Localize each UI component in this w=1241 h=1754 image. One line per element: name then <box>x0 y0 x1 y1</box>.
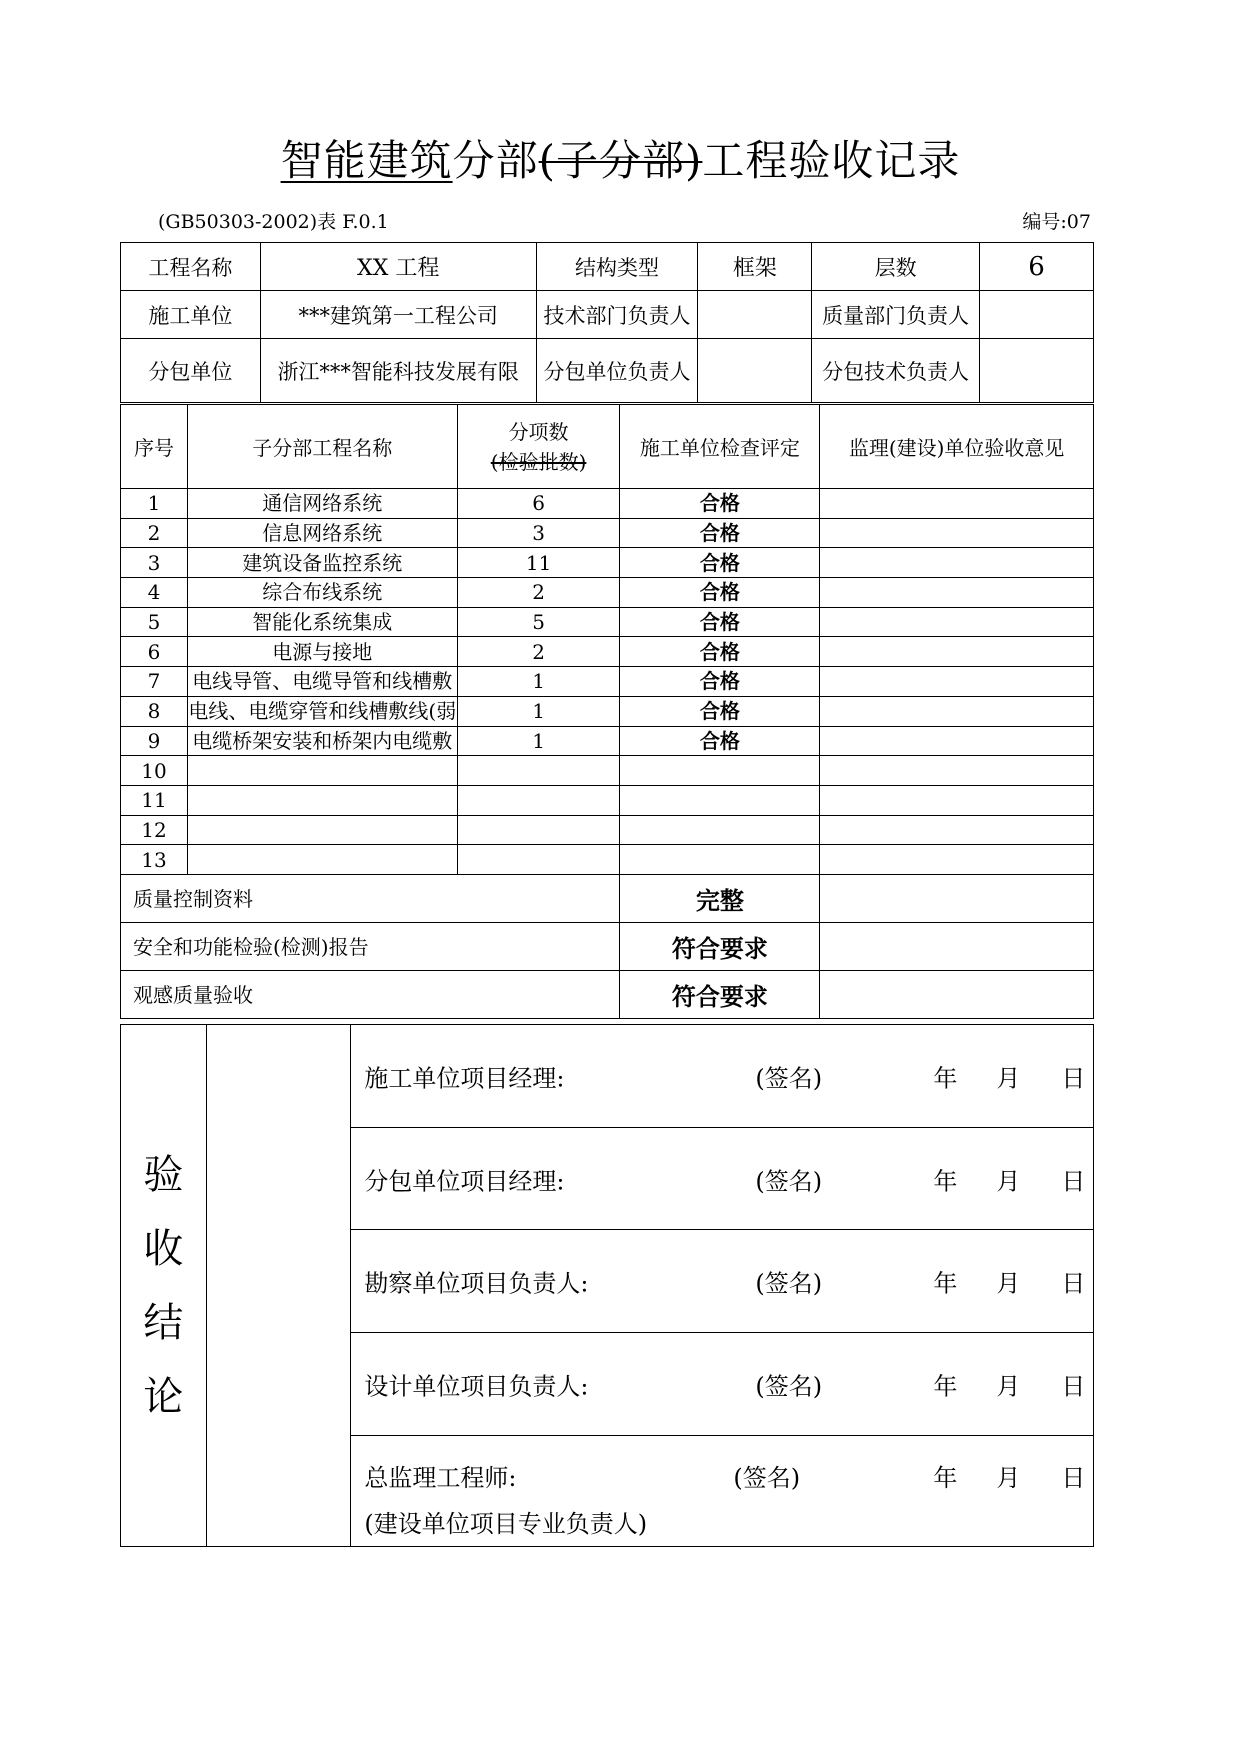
subcontractor-label: 分包单位 <box>121 339 261 403</box>
item-opinion <box>820 637 1094 667</box>
table-row <box>121 667 1094 697</box>
item-name: 电线、电缆穿管和线槽敷线(弱 <box>187 696 457 726</box>
summary-opinion <box>820 874 1094 922</box>
signature-row <box>351 1128 1094 1230</box>
title-part: 分部 <box>452 136 539 185</box>
summary-row <box>121 922 1094 970</box>
conclusion-char: 结 <box>143 1299 184 1346</box>
standard-reference: (GB50303-2002)表 F.0.1 <box>158 211 389 233</box>
table-row <box>121 637 1094 667</box>
table-row <box>121 489 1094 519</box>
item-no: 1 <box>121 489 188 519</box>
item-name: 电线导管、电缆导管和线槽敷 <box>187 667 457 697</box>
item-name: 综合布线系统 <box>187 578 457 608</box>
item-count: 1 <box>457 667 620 697</box>
item-result: 合格 <box>620 548 820 578</box>
floors-label: 层数 <box>812 243 980 291</box>
summary-opinion <box>820 922 1094 970</box>
item-opinion <box>820 696 1094 726</box>
item-count: 11 <box>457 548 620 578</box>
page-title <box>0 128 1241 188</box>
conclusion-char: 收 <box>143 1225 184 1272</box>
summary-label: 观感质量验收 <box>121 970 620 1018</box>
summary-opinion <box>820 970 1094 1018</box>
floors-value: 6 <box>980 243 1094 291</box>
item-count: 1 <box>457 726 620 756</box>
month-label: 月 <box>996 1167 1021 1195</box>
header-count <box>457 405 620 489</box>
item-no: 4 <box>121 578 188 608</box>
item-result <box>620 845 820 875</box>
item-opinion <box>820 845 1094 875</box>
item-count: 6 <box>457 489 620 519</box>
conclusion-char: 验 <box>143 1151 184 1198</box>
summary-row <box>121 874 1094 922</box>
item-count <box>457 785 620 815</box>
signature-row <box>351 1025 1094 1128</box>
year-label: 年 <box>933 1269 958 1298</box>
item-name: 通信网络系统 <box>187 489 457 519</box>
item-no: 10 <box>121 756 188 786</box>
day-label: 日 <box>1061 1167 1086 1195</box>
header-opinion: 监理(建设)单位验收意见 <box>820 405 1094 489</box>
item-name: 电缆桥架安装和桥架内电缆敷 <box>187 726 457 756</box>
summary-label: 安全和功能检验(检测)报告 <box>121 922 620 970</box>
table-row <box>121 548 1094 578</box>
item-result: 合格 <box>620 637 820 667</box>
item-count: 5 <box>457 607 620 637</box>
item-result: 合格 <box>620 667 820 697</box>
items-table <box>120 404 1094 1019</box>
item-opinion <box>820 578 1094 608</box>
item-result: 合格 <box>620 607 820 637</box>
tech-head-label: 技术部门负责人 <box>536 291 698 339</box>
item-name <box>187 845 457 875</box>
table-row <box>121 815 1094 845</box>
item-no: 7 <box>121 667 188 697</box>
title-struck: (子分部) <box>538 136 703 185</box>
table-row <box>121 607 1094 637</box>
item-count <box>457 756 620 786</box>
item-no: 13 <box>121 845 188 875</box>
table-row <box>121 785 1094 815</box>
item-opinion <box>820 489 1094 519</box>
conclusion-blank <box>206 1025 351 1547</box>
item-no: 2 <box>121 518 188 548</box>
item-no: 5 <box>121 607 188 637</box>
year-label: 年 <box>933 1167 958 1195</box>
header-check: 施工单位检查评定 <box>620 405 820 489</box>
header-no: 序号 <box>121 405 188 489</box>
signer-label: 勘察单位项目负责人: <box>364 1269 589 1298</box>
item-name: 智能化系统集成 <box>187 607 457 637</box>
item-result <box>620 815 820 845</box>
sub-tech-head-label: 分包技术负责人 <box>812 339 980 403</box>
year-label: 年 <box>933 1372 958 1401</box>
item-result: 合格 <box>620 489 820 519</box>
contractor-label: 施工单位 <box>121 291 261 339</box>
header-name: 子分部工程名称 <box>187 405 457 489</box>
item-name <box>187 785 457 815</box>
sub-head-value <box>698 339 812 403</box>
item-no: 6 <box>121 637 188 667</box>
conclusion-label <box>121 1025 207 1547</box>
table-row <box>121 578 1094 608</box>
signature-row <box>351 1436 1094 1547</box>
item-no: 11 <box>121 785 188 815</box>
signer-label: 分包单位项目经理: <box>364 1167 565 1195</box>
conclusion-table <box>120 1024 1094 1547</box>
item-no: 3 <box>121 548 188 578</box>
sign-placeholder: (签名) <box>755 1372 823 1401</box>
sign-placeholder: (签名) <box>733 1464 801 1492</box>
day-label: 日 <box>1061 1464 1086 1492</box>
item-result: 合格 <box>620 726 820 756</box>
table-row <box>121 756 1094 786</box>
item-count: 2 <box>457 578 620 608</box>
table-row <box>121 696 1094 726</box>
form-number: 编号:07 <box>1022 211 1091 233</box>
month-label: 月 <box>996 1064 1021 1093</box>
item-name <box>187 756 457 786</box>
project-name-value: XX 工程 <box>260 243 536 291</box>
quality-head-label: 质量部门负责人 <box>812 291 980 339</box>
summary-result: 符合要求 <box>620 922 820 970</box>
item-no: 8 <box>121 696 188 726</box>
sign-placeholder: (签名) <box>755 1064 823 1093</box>
table-row <box>121 726 1094 756</box>
sub-head-label: 分包单位负责人 <box>536 339 698 403</box>
summary-result: 完整 <box>620 874 820 922</box>
title-underlined: 智能建筑 <box>280 136 453 185</box>
structure-type-value: 框架 <box>698 243 812 291</box>
item-result: 合格 <box>620 578 820 608</box>
sign-placeholder: (签名) <box>755 1269 823 1298</box>
item-count: 1 <box>457 696 620 726</box>
item-name: 电源与接地 <box>187 637 457 667</box>
item-result <box>620 756 820 786</box>
item-result <box>620 785 820 815</box>
signer-label: 施工单位项目经理: <box>364 1064 565 1093</box>
sign-placeholder: (签名) <box>755 1167 823 1195</box>
contractor-value: ***建筑第一工程公司 <box>260 291 536 339</box>
month-label: 月 <box>996 1464 1021 1492</box>
structure-type-label: 结构类型 <box>536 243 698 291</box>
title-part: 工程验收记录 <box>702 136 961 185</box>
table-row <box>121 518 1094 548</box>
subcontractor-value: 浙江***智能科技发展有限 <box>260 339 536 403</box>
day-label: 日 <box>1061 1372 1086 1401</box>
item-opinion <box>820 756 1094 786</box>
project-info-table <box>120 242 1094 403</box>
item-opinion <box>820 785 1094 815</box>
item-opinion <box>820 518 1094 548</box>
signature-row <box>351 1230 1094 1333</box>
month-label: 月 <box>996 1269 1021 1298</box>
signer-label: 设计单位项目负责人: <box>364 1372 589 1401</box>
item-opinion <box>820 667 1094 697</box>
signer-note: (建设单位项目专业负责人) <box>364 1510 648 1538</box>
item-result: 合格 <box>620 518 820 548</box>
item-name <box>187 815 457 845</box>
summary-label: 质量控制资料 <box>121 874 620 922</box>
year-label: 年 <box>933 1464 958 1492</box>
item-name: 信息网络系统 <box>187 518 457 548</box>
header-count-line2: (检验批数) <box>490 449 587 474</box>
conclusion-char: 论 <box>143 1373 184 1420</box>
project-name-label: 工程名称 <box>121 243 261 291</box>
item-count: 2 <box>457 637 620 667</box>
item-count <box>457 845 620 875</box>
item-count: 3 <box>457 518 620 548</box>
day-label: 日 <box>1061 1269 1086 1298</box>
item-no: 12 <box>121 815 188 845</box>
signature-row <box>351 1333 1094 1436</box>
item-no: 9 <box>121 726 188 756</box>
item-result: 合格 <box>620 696 820 726</box>
item-opinion <box>820 548 1094 578</box>
day-label: 日 <box>1061 1064 1086 1093</box>
month-label: 月 <box>996 1372 1021 1401</box>
summary-result: 符合要求 <box>620 970 820 1018</box>
signer-label: 总监理工程师: <box>364 1464 517 1492</box>
item-name: 建筑设备监控系统 <box>187 548 457 578</box>
quality-head-value <box>980 291 1094 339</box>
year-label: 年 <box>933 1064 958 1093</box>
item-opinion <box>820 815 1094 845</box>
summary-row <box>121 970 1094 1018</box>
table-row <box>121 845 1094 875</box>
sub-tech-head-value <box>980 339 1094 403</box>
item-opinion <box>820 726 1094 756</box>
item-count <box>457 815 620 845</box>
header-count-line1: 分项数 <box>508 419 569 444</box>
tech-head-value <box>698 291 812 339</box>
item-opinion <box>820 607 1094 637</box>
